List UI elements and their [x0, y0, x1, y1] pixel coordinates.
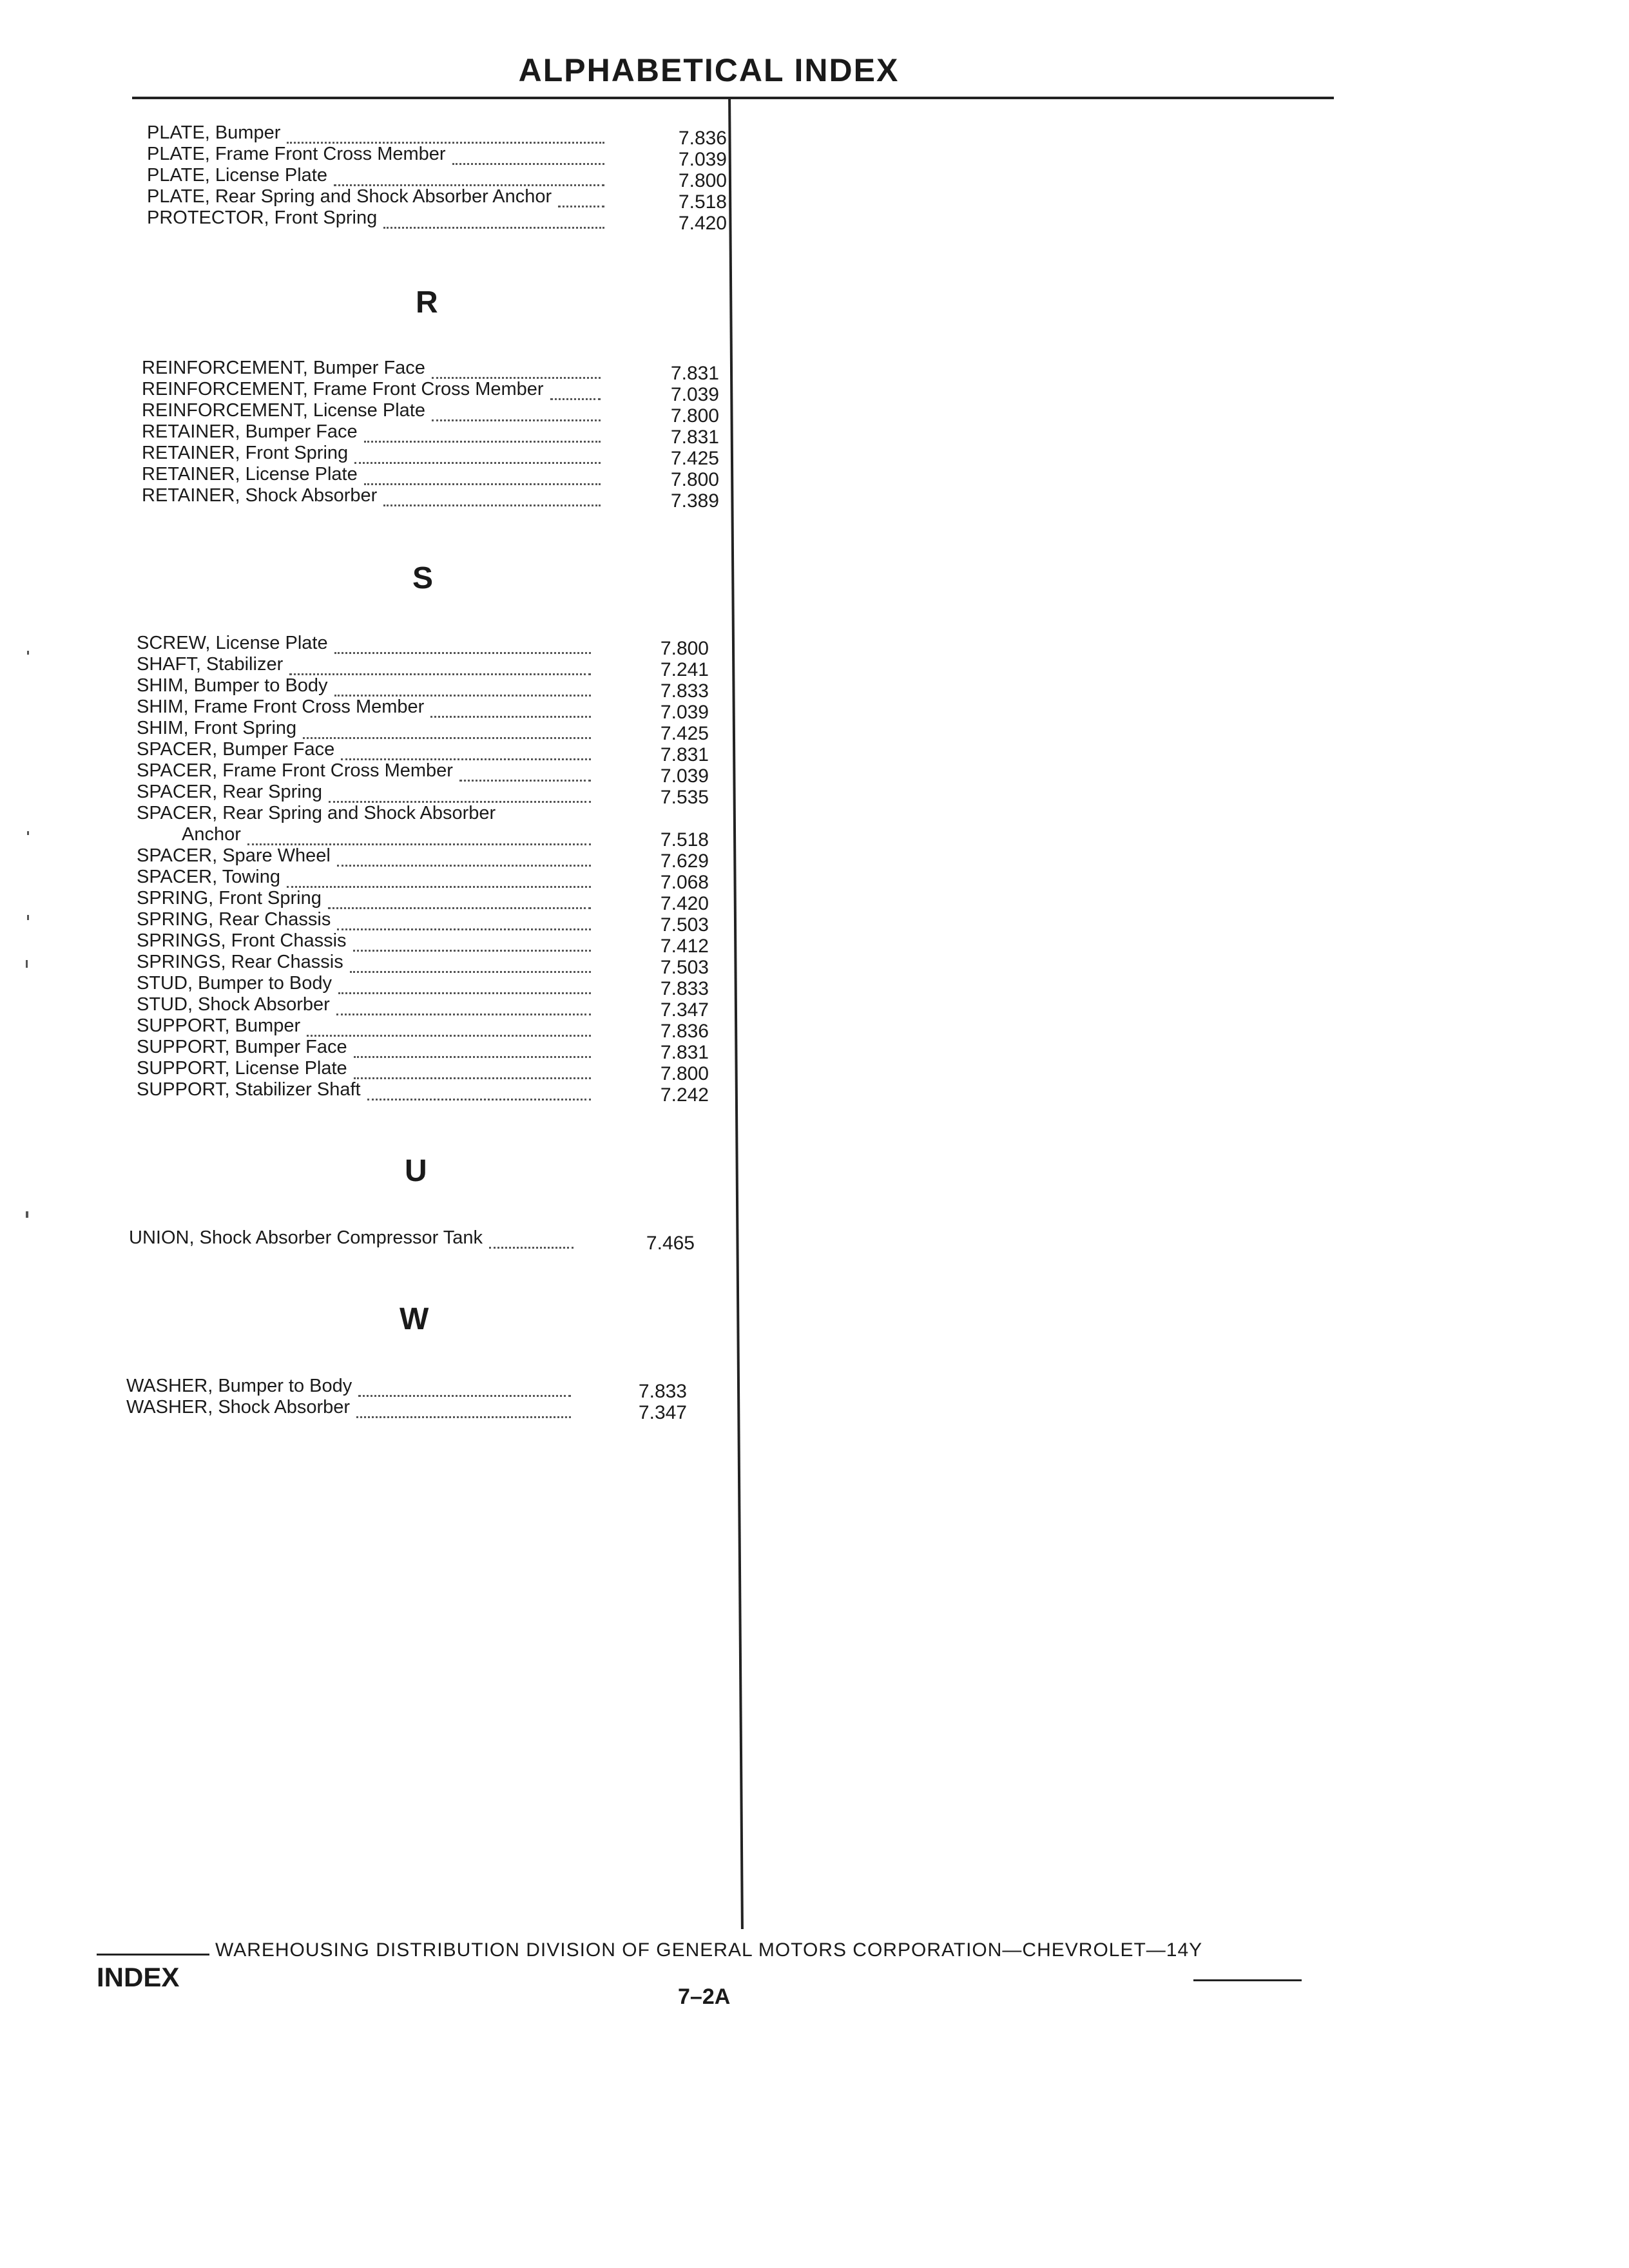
entry-label: RETAINER, Shock Absorber: [142, 485, 378, 506]
entry-page-number: 7.347: [660, 999, 709, 1021]
entry-label: REINFORCEMENT, Frame Front Cross Member: [142, 379, 544, 399]
page-title: ALPHABETICAL INDEX: [518, 52, 900, 88]
entry-label: SPACER, Rear Spring and Shock Absorber: [137, 803, 496, 823]
entry-label: SHIM, Front Spring: [137, 718, 297, 738]
entry-label: SPRING, Front Spring: [137, 888, 322, 908]
entry-page-number: 7.420: [660, 893, 709, 914]
dot-leader: [364, 470, 601, 485]
entry-label: SPACER, Spare Wheel: [137, 845, 331, 866]
section-letter-r: R: [416, 285, 438, 320]
entry-page-number: 7.831: [660, 744, 709, 765]
entry-label: SPACER, Bumper Face: [137, 739, 335, 760]
entry-page-number: 7.831: [670, 427, 719, 448]
scan-speck: [27, 651, 29, 655]
entry-label: SUPPORT, License Plate: [137, 1058, 347, 1079]
entry-page-number: 7.241: [660, 659, 709, 680]
entry-page-number: 7.465: [646, 1233, 695, 1254]
entry-page-number: 7.039: [670, 384, 719, 405]
scan-speck: [27, 915, 29, 920]
dot-leader: [289, 660, 591, 675]
entry-label: WASHER, Shock Absorber: [126, 1397, 351, 1418]
entry-page-number: 7.412: [660, 936, 709, 957]
dot-leader: [383, 492, 601, 506]
entry-label: RETAINER, Bumper Face: [142, 421, 358, 442]
entry-page-number: 7.039: [678, 149, 727, 170]
scan-speck: [26, 1211, 28, 1218]
entry-label: SPACER, Rear Spring: [137, 782, 322, 802]
entry-page-number: 7.800: [678, 170, 727, 191]
scan-speck: [27, 831, 29, 835]
entry-page-number: 7.242: [660, 1084, 709, 1106]
dot-leader: [459, 767, 591, 782]
dot-leader: [287, 129, 604, 144]
footer-page-number: 7–2A: [678, 1984, 731, 2009]
dot-leader: [489, 1234, 574, 1249]
entry-label: SPRING, Rear Chassis: [137, 909, 331, 930]
entry-label: SUPPORT, Bumper Face: [137, 1037, 347, 1057]
dot-leader: [550, 385, 601, 400]
entry-page-number: 7.420: [678, 213, 727, 234]
entry-label: REINFORCEMENT, Bumper Face: [142, 358, 425, 378]
footer-rule-left: [97, 1954, 209, 1956]
footer-rule-right: [1193, 1979, 1302, 1981]
dot-leader: [303, 724, 591, 739]
entry-page-number: 7.425: [670, 448, 719, 469]
entry-label: Anchor: [182, 824, 241, 845]
footer-publisher: WAREHOUSING DISTRIBUTION DIVISION OF GENERAL MOTORS CORPORATION—CHEVROLET—14Y: [215, 1939, 1203, 1961]
dot-leader: [364, 428, 601, 443]
dot-leader: [329, 788, 591, 803]
dot-leader: [328, 894, 591, 909]
entry-page-number: 7.535: [660, 787, 709, 808]
entry-page-number: 7.518: [678, 191, 727, 213]
entry-page-number: 7.425: [660, 723, 709, 744]
entry-label: RETAINER, License Plate: [142, 464, 358, 485]
dot-leader: [334, 639, 591, 654]
header-rule: [132, 97, 1334, 99]
entry-label: SHAFT, Stabilizer: [137, 654, 284, 675]
entry-label: SCREW, License Plate: [137, 633, 328, 653]
entry-page-number: 7.831: [660, 1042, 709, 1063]
entry-label: STUD, Shock Absorber: [137, 994, 330, 1015]
dot-leader: [307, 1022, 591, 1037]
entry-page-number: 7.068: [660, 872, 709, 893]
dot-leader: [383, 214, 604, 229]
entry-label: STUD, Bumper to Body: [137, 973, 332, 994]
scan-speck: [26, 960, 28, 968]
section-letter-s: S: [412, 561, 434, 595]
dot-leader: [432, 364, 601, 379]
dot-leader: [337, 852, 591, 867]
entry-page-number: 7.039: [660, 702, 709, 723]
entry-page-number: 7.347: [638, 1402, 687, 1423]
dot-leader: [558, 193, 604, 207]
entry-label: SUPPORT, Stabilizer Shaft: [137, 1079, 361, 1100]
entry-page-number: 7.389: [670, 490, 719, 512]
entry-label: SUPPORT, Bumper: [137, 1015, 301, 1036]
entry-page-number: 7.800: [670, 469, 719, 490]
dot-leader: [334, 682, 591, 697]
dot-leader: [430, 703, 591, 718]
dot-leader: [336, 1001, 591, 1015]
dot-leader: [334, 171, 604, 186]
entry-label: UNION, Shock Absorber Compressor Tank: [129, 1227, 483, 1248]
dot-leader: [338, 979, 591, 994]
entry-label: PLATE, License Plate: [147, 165, 327, 186]
entry-page-number: 7.833: [660, 978, 709, 999]
entry-page-number: 7.039: [660, 765, 709, 787]
dot-leader: [432, 407, 601, 421]
dot-leader: [358, 1382, 571, 1397]
dot-leader: [341, 745, 591, 760]
entry-label: PLATE, Rear Spring and Shock Absorber Anchor: [147, 186, 552, 207]
dot-leader: [337, 916, 591, 930]
entry-label: PLATE, Frame Front Cross Member: [147, 144, 446, 164]
dot-leader: [452, 150, 604, 165]
footer-section-label: INDEX: [97, 1962, 180, 1992]
column-divider: [728, 99, 744, 1929]
entry-label: PLATE, Bumper: [147, 122, 281, 143]
entry-label: SPRINGS, Rear Chassis: [137, 952, 343, 972]
entry-label: SPACER, Frame Front Cross Member: [137, 760, 453, 781]
dot-leader: [354, 1064, 591, 1079]
dot-leader: [287, 873, 591, 888]
section-letter-u: U: [405, 1154, 427, 1188]
entry-label: SPACER, Towing: [137, 867, 280, 887]
entry-page-number: 7.503: [660, 914, 709, 936]
entry-page-number: 7.833: [660, 680, 709, 702]
entry-page-number: 7.629: [660, 850, 709, 872]
dot-leader: [356, 1403, 571, 1418]
entry-label: RETAINER, Front Spring: [142, 443, 349, 463]
dot-leader: [354, 449, 601, 464]
entry-page-number: 7.831: [670, 363, 719, 384]
entry-page-number: 7.518: [660, 829, 709, 850]
entry-page-number: 7.800: [660, 638, 709, 659]
entry-label: REINFORCEMENT, License Plate: [142, 400, 425, 421]
dot-leader: [350, 958, 591, 973]
dot-leader: [354, 1043, 591, 1058]
entry-label: SPRINGS, Front Chassis: [137, 930, 347, 951]
entry-label: WASHER, Bumper to Body: [126, 1376, 352, 1396]
entry-label: SHIM, Bumper to Body: [137, 675, 328, 696]
entry-page-number: 7.503: [660, 957, 709, 978]
dot-leader: [367, 1086, 591, 1100]
entry-page-number: 7.836: [660, 1021, 709, 1042]
entry-page-number: 7.833: [638, 1381, 687, 1402]
entry-label: PROTECTOR, Front Spring: [147, 207, 378, 228]
dot-leader: [247, 831, 591, 845]
entry-page-number: 7.800: [670, 405, 719, 427]
dot-leader: [353, 937, 591, 952]
entry-page-number: 7.836: [678, 128, 727, 149]
section-letter-w: W: [400, 1302, 429, 1336]
entry-page-number: 7.800: [660, 1063, 709, 1084]
entry-label: SHIM, Frame Front Cross Member: [137, 697, 425, 717]
